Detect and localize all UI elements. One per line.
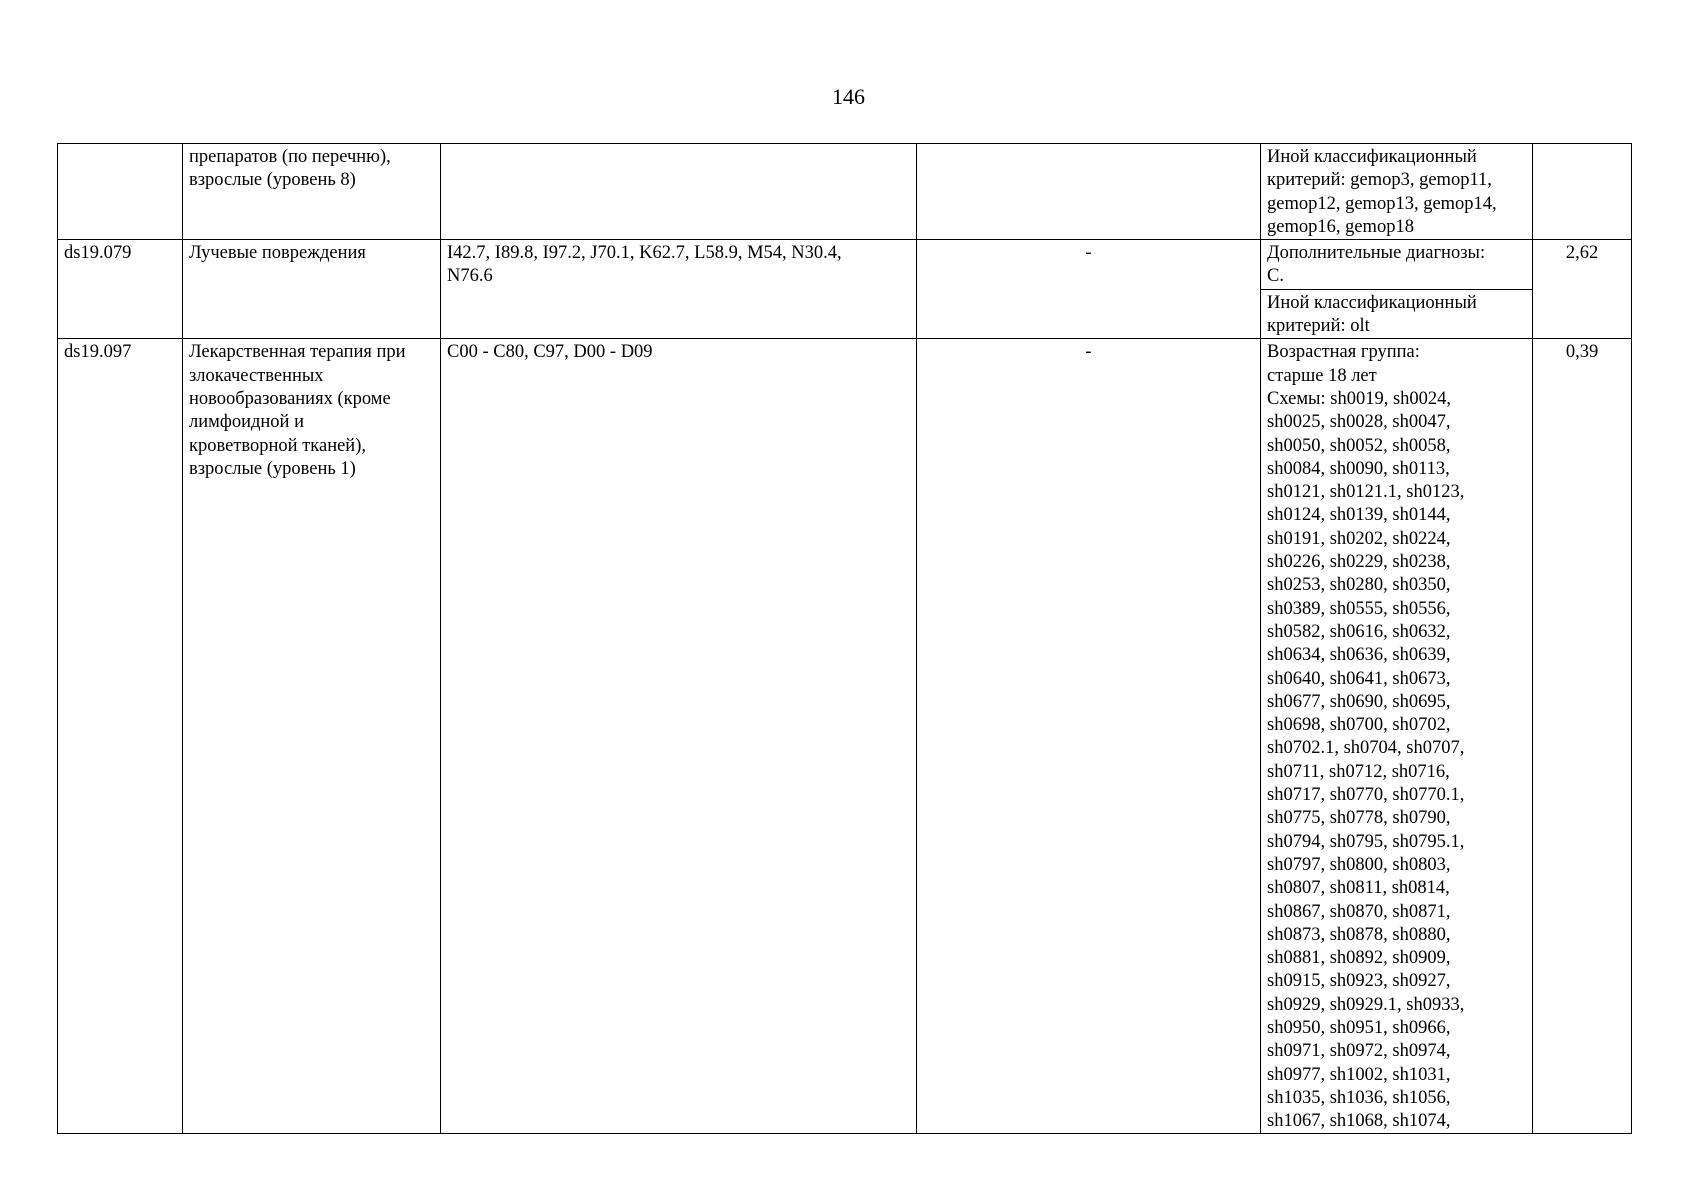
criteria-line: sh0121, sh0121.1, sh0123, <box>1267 482 1465 503</box>
criteria-line: gemop12, gemop13, gemop14, <box>1267 193 1497 214</box>
diagnoses-line: N76.6 <box>447 266 493 287</box>
tariff-table <box>57 143 1632 1134</box>
criteria-line: sh0915, sh0923, sh0927, <box>1267 971 1451 992</box>
diagnoses-cell <box>441 144 917 240</box>
name-line: Лучевые повреждения <box>189 243 366 264</box>
coefficient-cell: 0,39 <box>1533 339 1632 1134</box>
criteria-line: критерий: olt <box>1267 316 1370 337</box>
criteria-cell <box>1261 339 1533 1134</box>
criteria-line: sh0634, sh0636, sh0639, <box>1267 645 1451 666</box>
criteria-line: sh0929, sh0929.1, sh0933, <box>1267 994 1465 1015</box>
criteria-line: sh0794, sh0795, sh0795.1, <box>1267 831 1465 852</box>
name-line: новообразованиях (кроме <box>189 388 391 409</box>
diagnoses-cell: C00 - C80, C97, D00 - D09 <box>441 339 917 1134</box>
criteria-line: sh0775, sh0778, sh0790, <box>1267 808 1451 829</box>
criteria-line: sh0582, sh0616, sh0632, <box>1267 621 1451 642</box>
criteria-line: Схемы: sh0019, sh0024, <box>1267 388 1452 409</box>
criteria-cell <box>1261 240 1533 290</box>
diagnoses-cell <box>441 240 917 339</box>
code-cell <box>58 144 183 240</box>
name-line: Лекарственная терапия при <box>189 342 406 363</box>
criteria-line: sh0677, sh0690, sh0695, <box>1267 691 1451 712</box>
criteria-line: sh0797, sh0800, sh0803, <box>1267 854 1451 875</box>
criteria-line: sh0226, sh0229, sh0238, <box>1267 552 1451 573</box>
operations-cell <box>917 144 1261 240</box>
page-number: 146 <box>832 84 865 109</box>
table-row <box>58 339 1632 1134</box>
name-line: злокачественных <box>189 365 324 386</box>
criteria-line: sh0702.1, sh0704, sh0707, <box>1267 738 1465 759</box>
table-row <box>58 240 1632 290</box>
operations-cell: - <box>917 240 1261 339</box>
criteria-line: sh0084, sh0090, sh0113, <box>1267 458 1450 479</box>
criteria-line: sh0389, sh0555, sh0556, <box>1267 598 1451 619</box>
name-line: взрослые (уровень 1) <box>189 458 356 479</box>
criteria-line: sh0640, sh0641, sh0673, <box>1267 668 1451 689</box>
criteria-line: sh0807, sh0811, sh0814, <box>1267 878 1450 899</box>
criteria-line: sh0867, sh0870, sh0871, <box>1267 901 1451 922</box>
name-line: лимфоидной и <box>189 412 304 433</box>
criteria-line: sh0253, sh0280, sh0350, <box>1267 575 1451 596</box>
criteria-line: sh1035, sh1036, sh1056, <box>1267 1087 1451 1108</box>
criteria-line: старше 18 лет <box>1267 365 1377 386</box>
name-line: кроветворной тканей), <box>189 435 366 456</box>
code-cell: ds19.079 <box>58 240 183 339</box>
name-line: препаратов (по перечню), <box>189 147 391 167</box>
criteria-line: Дополнительные диагнозы: <box>1267 243 1486 264</box>
criteria-line: sh0124, sh0139, sh0144, <box>1267 505 1451 526</box>
name-cell <box>183 339 441 1134</box>
criteria-line: C. <box>1267 266 1284 287</box>
name-line: взрослые (уровень 8) <box>189 170 356 191</box>
criteria-line: sh0977, sh1002, sh1031, <box>1267 1064 1451 1085</box>
criteria-line: sh0025, sh0028, sh0047, <box>1267 412 1451 433</box>
criteria-line: sh0881, sh0892, sh0909, <box>1267 948 1451 969</box>
criteria-line: sh0873, sh0878, sh0880, <box>1267 924 1451 945</box>
operations-cell: - <box>917 339 1261 1134</box>
coefficient-cell <box>1533 144 1632 240</box>
criteria-line: gemop16, gemop18 <box>1267 216 1414 237</box>
criteria-line: sh0191, sh0202, sh0224, <box>1267 528 1451 549</box>
criteria-line: sh0711, sh0712, sh0716, <box>1267 761 1450 782</box>
diagnoses-line: I42.7, I89.8, I97.2, J70.1, K62.7, L58.9, M54, N30.4, <box>447 243 842 264</box>
criteria-line: sh1067, sh1068, sh1074, <box>1267 1111 1451 1132</box>
name-cell <box>183 240 441 339</box>
code-cell: ds19.097 <box>58 339 183 1134</box>
coefficient-cell: 2,62 <box>1533 240 1632 339</box>
criteria-line: sh0950, sh0951, sh0966, <box>1267 1017 1451 1038</box>
criteria-line: sh0971, sh0972, sh0974, <box>1267 1041 1451 1062</box>
criteria-line: sh0698, sh0700, sh0702, <box>1267 715 1451 736</box>
table-row <box>58 144 1632 240</box>
criteria-line: Иной классификационный <box>1267 292 1477 313</box>
criteria-line: критерий: gemop3, gemop11, <box>1267 170 1492 191</box>
criteria-line: sh0050, sh0052, sh0058, <box>1267 435 1451 456</box>
criteria-line: sh0717, sh0770, sh0770.1, <box>1267 785 1465 806</box>
criteria-line: Возрастная группа: <box>1267 342 1420 363</box>
criteria-cell <box>1261 289 1533 339</box>
criteria-cell <box>1261 144 1533 240</box>
name-cell <box>183 144 441 240</box>
criteria-line: Иной классификационный <box>1267 147 1477 167</box>
